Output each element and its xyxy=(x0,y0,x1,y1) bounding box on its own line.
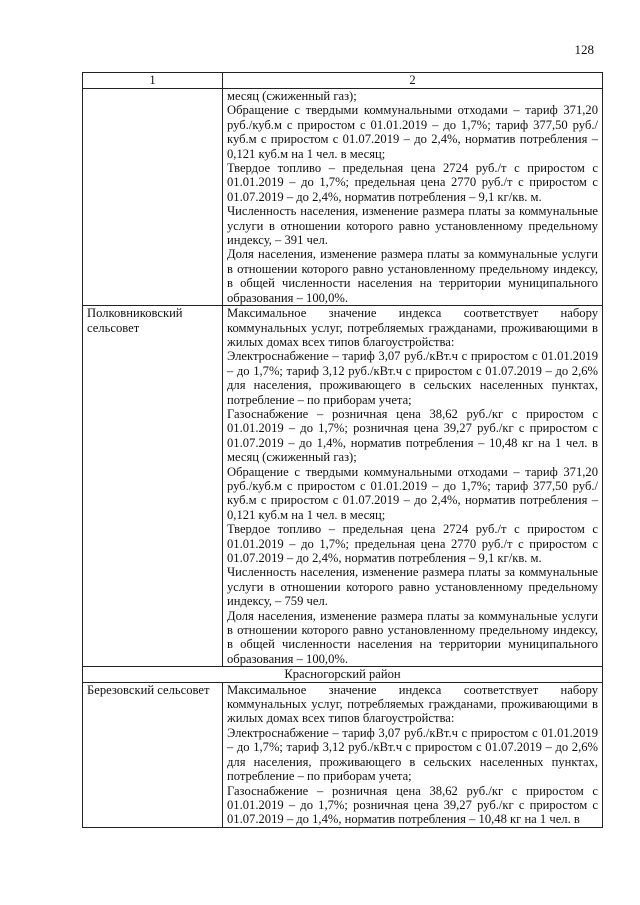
continuation-text-cell xyxy=(223,89,603,306)
paragraph: Максимальное значение индекса соответствует набору коммунальных услуг, потребляемых гражданами, проживающими в жилых домах всех типов благоустройства: xyxy=(227,306,598,349)
continuation-row xyxy=(83,89,603,306)
region-header-row xyxy=(83,667,603,682)
paragraph: Доля населения, изменение размера платы за коммунальные услуги в отношении которого равно установленному предельному индексу, в общей численности населения на территории муниципального образования – 100,0%. xyxy=(227,608,598,666)
paragraph: Численность населения, изменение размера платы за коммунальные услуги в отношении которого равно установленному предельному индексу, – 759 чел. xyxy=(227,565,598,609)
page-number: 128 xyxy=(574,42,594,57)
region-title: Красногорский район xyxy=(83,667,603,682)
paragraph: Газоснабжение – розничная цена 38,62 руб./кг с приростом с 01.01.2019 – до 1,7%; розничная цена 39,27 руб./кг с приростом с 01.07.2019 – до 1,4%, норматив потребления – 10,48 кг на 1 чел. в месяц (сжиженный газ); xyxy=(227,406,598,465)
column-header-1: 1 xyxy=(83,73,223,89)
column-header-2: 2 xyxy=(223,73,603,89)
paragraph: Максимальное значение индекса соответствует набору коммунальных услуг, потребляемых гражданами, проживающими в жилых домах всех типов благоустройства: xyxy=(227,682,598,726)
municipality-text-cell xyxy=(223,306,603,667)
municipality-text-cell xyxy=(223,682,603,827)
paragraph: Обращение с твердыми коммунальными отходами – тариф 371,20 руб./куб.м с приростом с 01.01.2019 – до 1,7%; тариф 377,50 руб./куб.м с приростом с 01.07.2019 – до 2,4%, норматив потребления – 0,121 куб.м на 1 чел. в месяц; xyxy=(227,103,598,161)
continuation-name-cell xyxy=(83,89,223,306)
paragraph: Твердое топливо – предельная цена 2724 руб./т с приростом с 01.01.2019 – до 1,7%; предельная цена 2770 руб./т с приростом с 01.07.2019 – до 2,4%, норматив потребления – 9,1 кг/кв. м. xyxy=(227,522,598,565)
tariff-table xyxy=(82,72,603,828)
paragraph: Электроснабжение – тариф 3,07 руб./кВт.ч с приростом с 01.01.2019 – до 1,7%; тариф 3,12 руб./кВт.ч с приростом с 01.07.2019 – до 2,6% для населения, проживающего в сельских населенных пунктах, потребление – по приборам учета; xyxy=(227,349,598,407)
paragraph: Газоснабжение – розничная цена 38,62 руб./кг с приростом с 01.01.2019 – до 1,7%; розничная цена 39,27 руб./кг с приростом с 01.07.2019 – до 1,4%, норматив потребления – 10,48 кг на 1 чел. в xyxy=(227,783,598,827)
table-row-polkovnikovsky xyxy=(83,306,603,667)
paragraph: Электроснабжение – тариф 3,07 руб./кВт.ч с приростом с 01.01.2019 – до 1,7%; тариф 3,12 руб./кВт.ч с приростом с 01.07.2019 – до 2,6% для населения, проживающего в сельских населенных пунктах, потребление – по приборам учета; xyxy=(227,725,598,784)
table-row-berezovsky xyxy=(83,682,603,827)
paragraph: Доля населения, изменение размера платы за коммунальные услуги в отношении которого равно установленному предельному индексу, в общей численности населения на территории муниципального образования – 100,0%. xyxy=(227,247,598,305)
paragraph: Численность населения, изменение размера платы за коммунальные услуги в отношении которого равно установленному предельному индексу, – 391 чел. xyxy=(227,204,598,248)
paragraph: Обращение с твердыми коммунальными отходами – тариф 371,20 руб./куб.м с приростом с 01.01.2019 – до 1,7%; тариф 377,50 руб./куб.м с приростом с 01.07.2019 – до 2,4%, норматив потребления – 0,121 куб.м на 1 чел. в месяц; xyxy=(227,464,598,522)
municipality-name: Березовский сельсовет xyxy=(83,682,223,827)
paragraph: месяц (сжиженный газ); xyxy=(227,89,357,103)
municipality-name: Полковниковский сельсовет xyxy=(83,306,223,667)
paragraph: Твердое топливо – предельная цена 2724 руб./т с приростом с 01.01.2019 – до 1,7%; предельная цена 2770 руб./т с приростом с 01.07.2019 – до 2,4%, норматив потребления – 9,1 кг/кв. м. xyxy=(227,161,598,204)
header-row xyxy=(83,73,603,89)
